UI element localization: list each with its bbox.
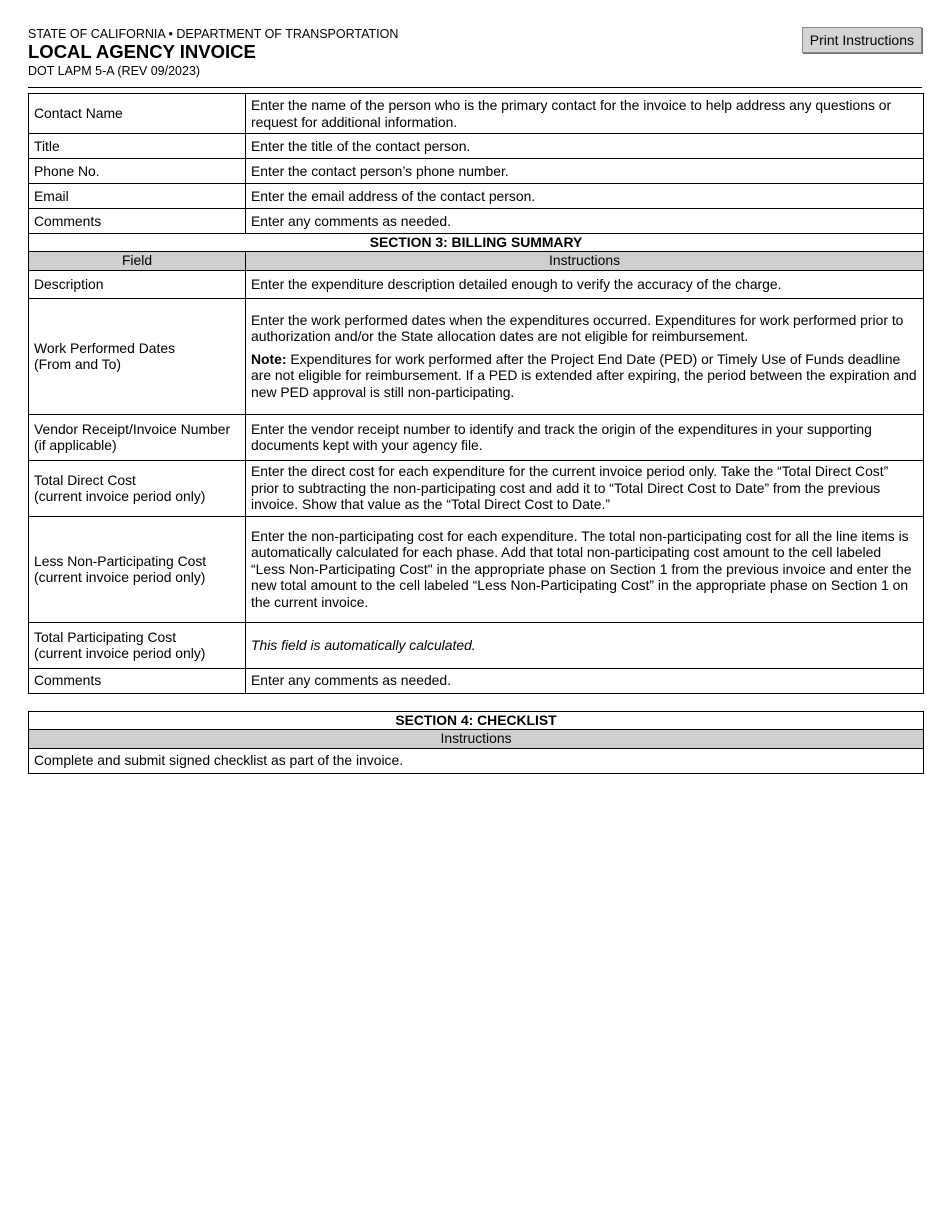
field-sublabel: (current invoice period only): [34, 645, 206, 662]
table-row: [29, 184, 924, 209]
field-label: Total Participating Cost: [34, 628, 177, 645]
field-cell-title: Title: [29, 134, 246, 159]
section-4-title: SECTION 4: CHECKLIST: [29, 712, 924, 730]
table-row: [29, 668, 924, 693]
section-3-title: SECTION 3: BILLING SUMMARY: [29, 234, 924, 252]
section-4-column-header-row: [29, 729, 924, 748]
field-cell-vendor-receipt: [29, 414, 246, 460]
field-sublabel: (current invoice period only): [34, 569, 206, 586]
instruction-cell-vendor-receipt: Enter the vendor receipt number to identify and track the origin of the expenditures in your supporting documents kept with your agency file.: [246, 414, 924, 460]
field-label: Total Direct Cost: [34, 471, 136, 488]
column-header-instructions: Instructions: [246, 251, 924, 270]
section-3-column-header-row: [29, 251, 924, 270]
checklist-table: [28, 711, 924, 774]
instruction-text: Enter the work performed dates when the expenditures occurred. Expenditures for work performed prior to authorization and/or the State allocation dates are not eligible for reimbursement.: [251, 311, 904, 345]
instruction-cell-checklist: Complete and submit signed checklist as part of the invoice.: [29, 748, 924, 773]
field-sublabel: (if applicable): [34, 437, 117, 454]
column-header-instructions: Instructions: [29, 729, 924, 748]
note-label: Note:: [251, 350, 287, 367]
instruction-cell-section-3-comments: Enter any comments as needed.: [246, 668, 924, 693]
instruction-cell-less-non-participating-cost: Enter the non-participating cost for each expenditure. The total non-participating cost for all the line items is automatically calculated for each phase. Add that total non-participating cost amount to the cell labeled “Less Non-Participating Cost" in the appropriate phase on Section 1 from the previous invoice and enter the new total amount to the cell labeled “Less Non-Participating Cost” in the appropriate phase on Section 1 on the current invoice.: [246, 516, 924, 622]
print-instructions-button[interactable]: Print Instructions: [802, 27, 922, 53]
form-header: [28, 26, 922, 88]
table-row: [29, 134, 924, 159]
header-divider: [28, 87, 922, 88]
instruction-cell-email: Enter the email address of the contact person.: [246, 184, 924, 209]
field-cell-less-non-participating-cost: [29, 516, 246, 622]
section-4-title-row: [29, 712, 924, 730]
instruction-cell-comments: Enter any comments as needed.: [246, 209, 924, 234]
table-row: [29, 94, 924, 134]
agency-line: STATE OF CALIFORNIA • DEPARTMENT OF TRANSPORTATION: [28, 27, 399, 41]
field-label: Less Non-Participating Cost: [34, 552, 207, 569]
instruction-cell-total-direct-cost: Enter the direct cost for each expenditure for the current invoice period only. Take the “Total Direct Cost” prior to subtracting the non-participating cost and add it to “Total Direct Cost to Date” from the previous invoice. Show that value as the “Total Direct Cost to Date.”: [246, 460, 924, 516]
table-row: [29, 298, 924, 414]
instructions-table: [28, 93, 924, 694]
field-cell-section-3-comments: Comments: [29, 668, 246, 693]
form-title: LOCAL AGENCY INVOICE: [28, 41, 256, 62]
field-cell-phone: Phone No.: [29, 159, 246, 184]
field-cell-description: Description: [29, 270, 246, 298]
field-cell-contact-name: Contact Name: [29, 94, 246, 134]
note-text: Expenditures for work performed after the Project End Date (PED) or Timely Use of Funds deadline are not eligible for reimbursement. If a PED is extended after expiring, the period between the expiration and new PED approval is still non-participating.: [251, 350, 917, 400]
instruction-cell-total-participating-cost: This field is automatically calculated.: [246, 622, 924, 668]
field-cell-total-participating-cost: [29, 622, 246, 668]
field-sublabel: (From and To): [34, 356, 121, 373]
field-cell-total-direct-cost: [29, 460, 246, 516]
table-row: [29, 516, 924, 622]
column-header-field: Field: [29, 251, 246, 270]
field-label: Vendor Receipt/Invoice Number: [34, 420, 231, 437]
instruction-cell-contact-name: Enter the name of the person who is the primary contact for the invoice to help address any questions or request for additional information.: [246, 94, 924, 134]
section-3-title-row: [29, 234, 924, 252]
instruction-cell-description: Enter the expenditure description detailed enough to verify the accuracy of the charge.: [246, 270, 924, 298]
table-row: [29, 748, 924, 773]
field-cell-comments: Comments: [29, 209, 246, 234]
table-row: [29, 622, 924, 668]
table-row: [29, 270, 924, 298]
field-cell-work-performed-dates: [29, 298, 246, 414]
table-row: [29, 414, 924, 460]
table-row: [29, 460, 924, 516]
instruction-cell-work-performed-dates: [246, 298, 924, 414]
table-row: [29, 209, 924, 234]
instruction-cell-phone: Enter the contact person’s phone number.: [246, 159, 924, 184]
field-cell-email: Email: [29, 184, 246, 209]
form-number: DOT LAPM 5-A (REV 09/2023): [28, 64, 201, 78]
field-label: Work Performed Dates: [34, 339, 176, 356]
table-row: [29, 159, 924, 184]
note-paragraph: [251, 351, 918, 401]
instruction-cell-title: Enter the title of the contact person.: [246, 134, 924, 159]
field-sublabel: (current invoice period only): [34, 488, 206, 505]
